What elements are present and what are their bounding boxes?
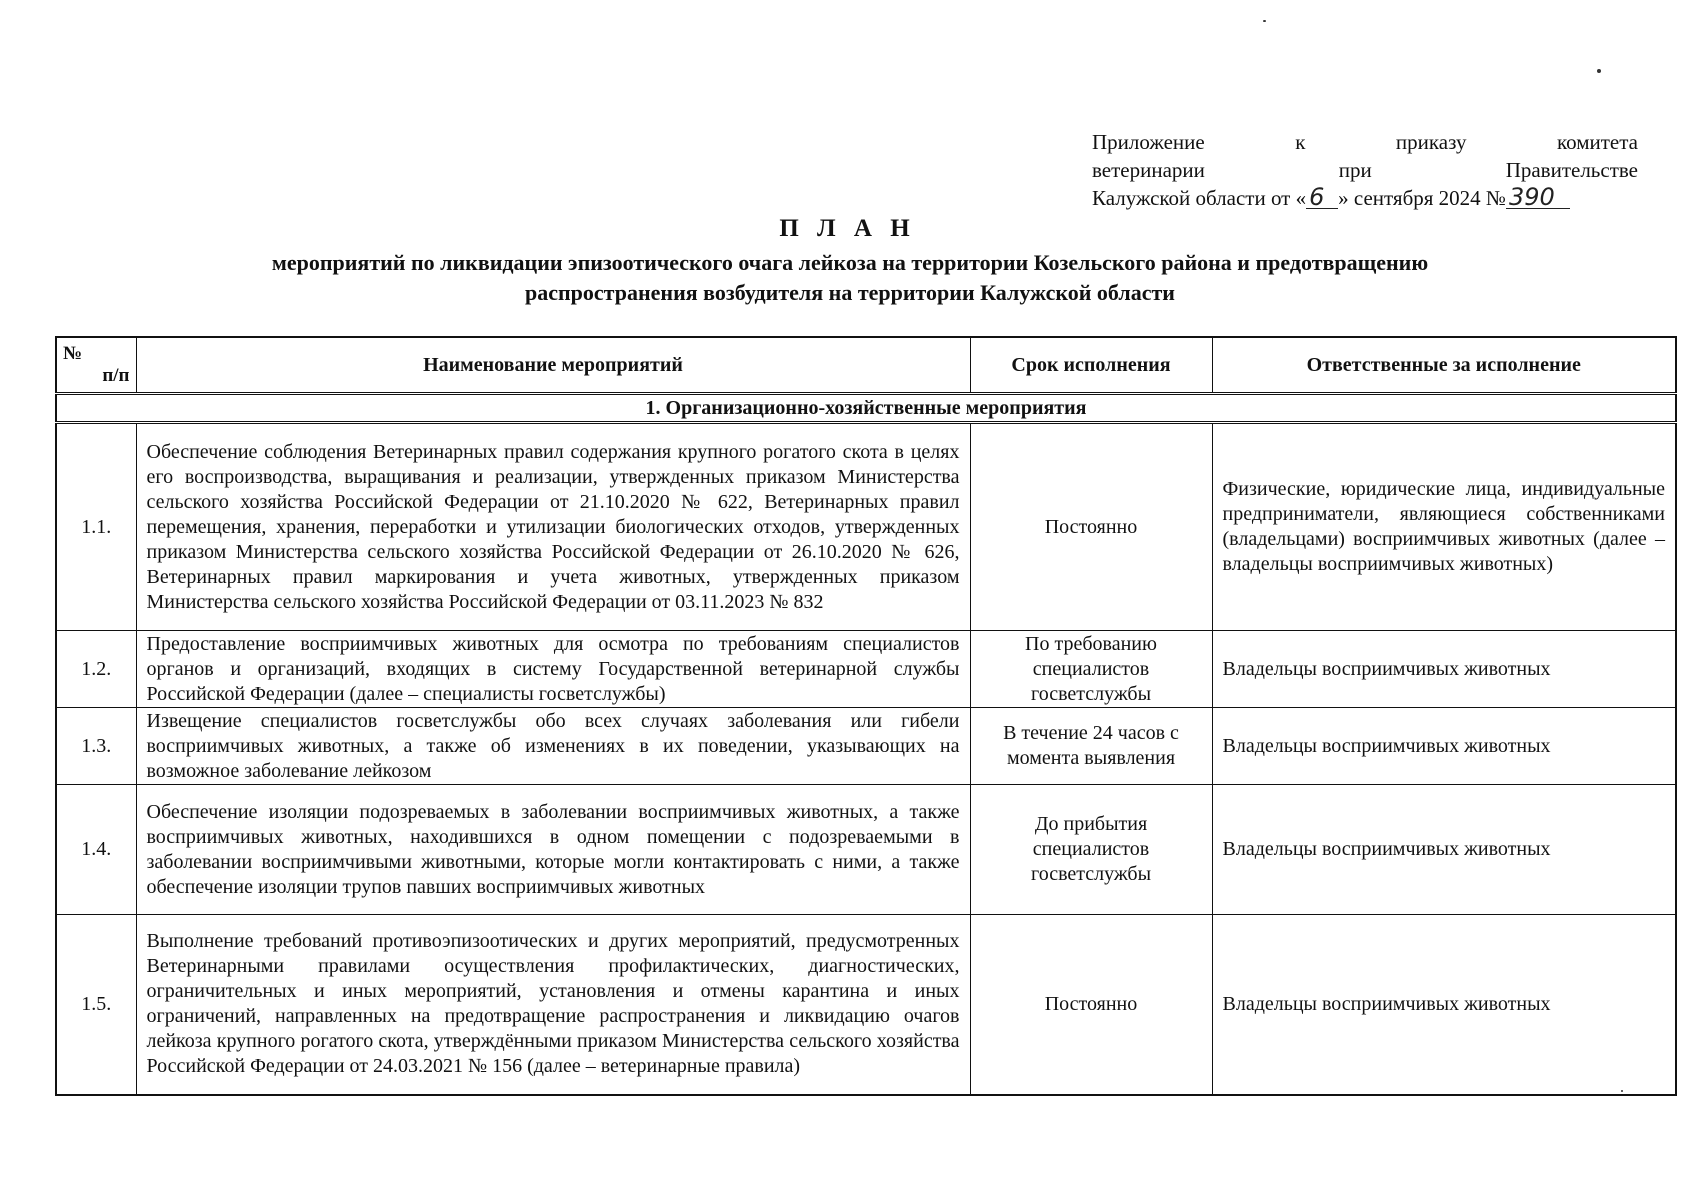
appendix-line-3 xyxy=(1092,184,1638,212)
appendix-date-middle: » сентября 2024 № xyxy=(1338,186,1506,210)
appendix-note xyxy=(1092,128,1638,212)
appendix-line-1: Приложение к приказу комитета xyxy=(1092,130,1638,154)
row-name: Извещение специалистов госветслужбы обо всех случаях заболевания или гибели восприимчивых животных, а также об изменениях в их поведении, указывающих на возможное заболевание лейкозом xyxy=(136,708,970,785)
header-responsible: Ответственные за исполнение xyxy=(1212,337,1676,394)
header-num-bottom: п/п xyxy=(102,365,130,386)
row-name: Предоставление восприимчивых животных для осмотра по требованиям специалистов органов и организаций, входящих в систему Государственной ветеринарной службы Российской Федерации (далее – специалисты госветслужбы) xyxy=(136,631,970,708)
handwritten-order-number: 390 xyxy=(1506,186,1570,209)
row-num: 1.1. xyxy=(56,423,136,631)
row-term: Постоянно xyxy=(970,423,1212,631)
row-term: До прибытия специалистов госветслужбы xyxy=(970,785,1212,915)
appendix-line-2: ветеринарии при Правительстве xyxy=(1092,158,1638,182)
row-term: По требованию специалистов госветслужбы xyxy=(970,631,1212,708)
plan-table xyxy=(55,336,1677,1096)
row-num: 1.4. xyxy=(56,785,136,915)
header-term: Срок исполнения xyxy=(970,337,1212,394)
table-row xyxy=(56,423,1676,631)
row-responsible: Владельцы восприимчивых животных xyxy=(1212,631,1676,708)
table-row xyxy=(56,785,1676,915)
row-responsible: Владельцы восприимчивых животных xyxy=(1212,785,1676,915)
header-num-top: № xyxy=(63,343,83,364)
table-row xyxy=(56,708,1676,785)
row-num: 1.2. xyxy=(56,631,136,708)
subtitle-line-1: мероприятий по ликвидации эпизоотического очага лейкоза на территории Козельского района и предотвращению xyxy=(271,250,1429,275)
row-term: В течение 24 часов с момента выявления xyxy=(970,708,1212,785)
row-num: 1.5. xyxy=(56,915,136,1095)
handwritten-day: 6 xyxy=(1306,186,1338,209)
row-name: Выполнение требований противоэпизоотических и других мероприятий, предусмотренных Ветеринарными правилами осуществления профилактических, диагностических, ограничительных и иных мероприятий, установления и отмены карантина и иных ограничений, направленных на предотвращение распространения и ликвидацию очагов лейкоза крупного рогатого скота, утверждёнными приказом Министерства сельского хозяйства Российской Федерации от 24.03.2021 № 156 (далее – ветеринарные правила) xyxy=(136,915,970,1095)
row-name: Обеспечение соблюдения Ветеринарных правил содержания крупного рогатого скота в целях его воспроизводства, выращивания и реализации, утвержденных приказом Министерства сельского хозяйства Российской Федерации от 21.10.2020 № 622, Ветеринарных правил перемещения, хранения, переработки и утилизации биологических отходов, утвержденных приказом Министерства сельского хозяйства Российской Федерации от 26.10.2020 № 626, Ветеринарных правил маркирования и учета животных, утвержденных приказом Министерства сельского хозяйства Российской Федерации от 03.11.2023 № 832 xyxy=(136,423,970,631)
scan-speck xyxy=(1597,69,1601,73)
row-responsible: Владельцы восприимчивых животных xyxy=(1212,915,1676,1095)
header-num xyxy=(56,337,136,394)
table-row xyxy=(56,631,1676,708)
subtitle-line-2: распространения возбудителя на территории Калужской области xyxy=(525,280,1175,305)
document-subtitle xyxy=(140,248,1560,308)
appendix-date-prefix: Калужской области от « xyxy=(1092,186,1307,210)
document-title: П Л А Н xyxy=(779,215,916,242)
row-name: Обеспечение изоляции подозреваемых в заболевании восприимчивых животных, а также восприимчивых животных, находившихся в одном помещении с подозреваемыми в заболевании восприимчивыми животными, которые могли контактировать с ними, а также обеспечение изоляции трупов павших восприимчивых животных xyxy=(136,785,970,915)
scan-speck xyxy=(1263,20,1266,22)
row-term: Постоянно xyxy=(970,915,1212,1095)
table-row xyxy=(56,915,1676,1095)
header-name: Наименование мероприятий xyxy=(136,337,970,394)
table-header-row xyxy=(56,337,1676,394)
row-num: 1.3. xyxy=(56,708,136,785)
section-row xyxy=(56,394,1676,423)
row-responsible: Физические, юридические лица, индивидуальные предприниматели, являющиеся собственниками (владельцами) восприимчивых животных (далее – владельцы восприимчивых животных) xyxy=(1212,423,1676,631)
section-title: 1. Организационно-хозяйственные мероприятия xyxy=(56,394,1676,423)
row-responsible: Владельцы восприимчивых животных xyxy=(1212,708,1676,785)
